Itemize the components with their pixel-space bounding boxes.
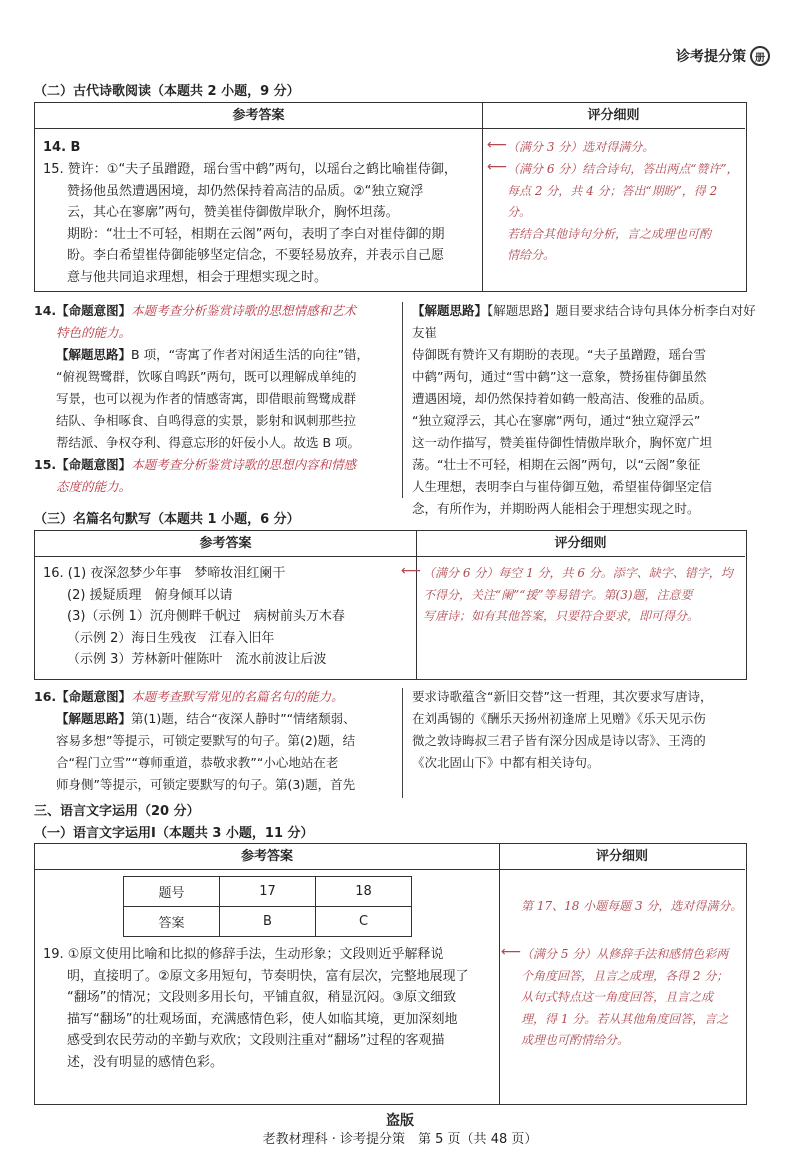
- analysis-15-thought: 【解题思路】【解题思路】题目要求结合诗句具体分析李白对好友崔 侍御既有赞许又有期盼的表现。“夫子虽蹭蹬，瑶台雪 中鹤”两句，通过“雪中鹤”这一意象，赞扬崔侍御虽然 遭遇困境，却仍然保持着如鹤一般高洁、俊雅的品质。 “独立窥浮云，其心在寥廓”两句，通过“独立窥浮云” 这一动作描写，赞美崔侍御性情傲岸耿介，胸怀宽广坦 荡。“壮士不可轻，相期在云阁”两句，以“云阁”象征 人生理想，表明李白与崔侍御互勉，希望崔侍御坚定信 念，有所作为，并期盼两人能相会于理想实现之时。: [412, 303, 756, 516]
- table-head-rule: 评分细则: [499, 844, 745, 870]
- answer-16: 16. (1) 夜深忽梦少年事 梦啼妆泪红阑干 (2) 援疑质理 俯身倾耳以请 (3)（示例 1）沉舟侧畔千帆过 病树前头万木春 （示例 2）海日生残夜 江春入旧年 （示例 3）芳林新叶催陈叶 流水前波让后波: [43, 566, 345, 667]
- column-divider: [402, 688, 403, 798]
- section-title-language: 三、语言文字运用（20 分）: [34, 804, 200, 819]
- answer-table-3: [34, 843, 747, 1105]
- table-head-rule: 评分细则: [416, 531, 745, 557]
- section-title-dictation: （三）名篇名句默写（本题共 1 小题，6 分）: [34, 512, 300, 527]
- brand-text: 诊考提分策: [676, 49, 746, 65]
- rule-15: （满分 6 分）结合诗句，答出两点“赞许”， 每点 2 分，共 4 分；答出“期盼”，得 2 分。 若结合其他诗句分析，言之成理也可酌 情给分。: [507, 162, 739, 262]
- table-head-ref: 参考答案: [35, 103, 482, 129]
- arrow-icon: ⟵: [487, 137, 508, 153]
- table-head-ref: 参考答案: [35, 531, 416, 557]
- answer-15: 15. 赞许：①“夫子虽蹭蹬，瑶台雪中鹤”两句，以瑶台之鹤比喻崔侍御， 赞扬他虽然遭遇困境，却仍然保持着高洁的品质。②“独立窥浮 云，其心在寥廓”两句，赞美崔侍御傲岸耿介，胸怀坦荡。 期盼：“壮士不可轻，相期在云阁”两句，表明了李白对崔侍御的期 盼。李白希望崔侍御能够坚定信念，不要轻易放弃，并表示自己愿 意与他共同追求理想，相会于理想实现之时。: [43, 162, 457, 285]
- rule-16: （满分 6 分）每空 1 分，共 6 分。添字、缺字、错字，均 不得分，关注“阑”“援”等易错字。第(3)题，注意要 写唐诗；如有其他答案，只要符合要求，即可得分。: [423, 566, 733, 623]
- table-head-rule: 评分细则: [482, 103, 745, 129]
- brand-logo-icon: 册: [750, 46, 770, 66]
- arrow-icon: ⟵: [487, 159, 508, 175]
- table-divider: [499, 844, 500, 1104]
- analysis-16: 16.【命题意图】本题考查默写常见的名篇名句的能力。 【解题思路】第(1)题，结合“夜深人静时”“情绪颓弱、 容易多想”等提示，可锁定要默写的句子。第(2)题，结 合“程门立雪”“尊师重道，恭敬求教”“小心地站在老 师身侧”等提示，可锁定要默写的句子。第(3)题，首先: [34, 689, 356, 792]
- answer-table-2: [34, 530, 747, 680]
- section-title-poetry: （二）古代诗歌阅读（本题共 2 小题，9 分）: [34, 84, 300, 99]
- column-divider: [402, 302, 403, 498]
- table-divider: [416, 531, 417, 679]
- analysis-14-15: 14.【命题意图】本题考查分析鉴赏诗歌的思想情感和艺术 特色的能力。 【解题思路】B 项，“寄寓了作者对闲适生活的向往”错， “俯视鸳鹭群，饮啄自鸣跃”两句，既可以理解成单纯的 写景，也可以视为作者的情感寄寓，即借眼前鸳鹭成群 结队、争相啄食、自鸣得意的实景，影射和讽刺那些拉 帮结派、争权夺利、得意忘形的奸佞小人。故选 B 项。 15.【命题意图】本题考查分析鉴赏诗歌的思想内容和情感 态度的能力。: [34, 303, 370, 494]
- arrow-icon: ⟵: [501, 944, 522, 960]
- section-title-language-1: （一）语言文字运用Ⅰ（本题共 3 小题，11 分）: [34, 826, 314, 841]
- brand: [676, 46, 770, 66]
- table-head-ref: 参考答案: [35, 844, 499, 870]
- answer-mini-table: 题号 17 18 答案 B C: [123, 876, 412, 937]
- answer-19: 19. ①原文使用比喻和比拟的修辞手法，生动形象；文段则近乎解释说 明，直接明了。②原文多用短句，节奏明快，富有层次，完整地展现了 “翻场”的情况；文段则多用长句，平铺直叙，稍显沉闷。③原文细致 描写“翻场”的壮观场面，充满感情色彩，使人如临其境，更加深刻地 感受到农民劳动的辛勤与欢欣；文段则注重对“翻场”过程的客观描 述，没有明显的感情色彩。: [43, 947, 469, 1070]
- page-footer: 老教材理科 · 诊考提分策 第 5 页（共 48 页）: [262, 1132, 538, 1147]
- analysis-16-cont: 要求诗歌蕴含“新旧交替”这一哲理，其次要求写唐诗， 在刘禹锡的《酬乐天扬州初逢席上见赠》《乐天见示伤 微之敦诗晦叔三君子皆有深分因成是诗以寄》、王湾的 《次北固山下》中都有相关诗句。: [412, 689, 713, 770]
- rule-19: （满分 5 分）从修辞手法和感情色彩两 个角度回答，且言之成理，各得 2 分； 从句式特点这一角度回答，且言之成 理，得 1 分。若从其他角度回答，言之 成理也可酌情给分。: [521, 947, 729, 1047]
- stamp: 盗版: [386, 1113, 414, 1129]
- table-divider: [482, 103, 483, 291]
- rule-17-18: 第 17、18 小题每题 3 分，选对得满分。: [521, 899, 743, 913]
- rule-14: （满分 3 分）选对得满分。: [507, 140, 655, 154]
- answer-14: 14. B: [43, 140, 81, 155]
- answer-table-1: [34, 102, 747, 292]
- arrow-icon: ⟵: [401, 563, 422, 579]
